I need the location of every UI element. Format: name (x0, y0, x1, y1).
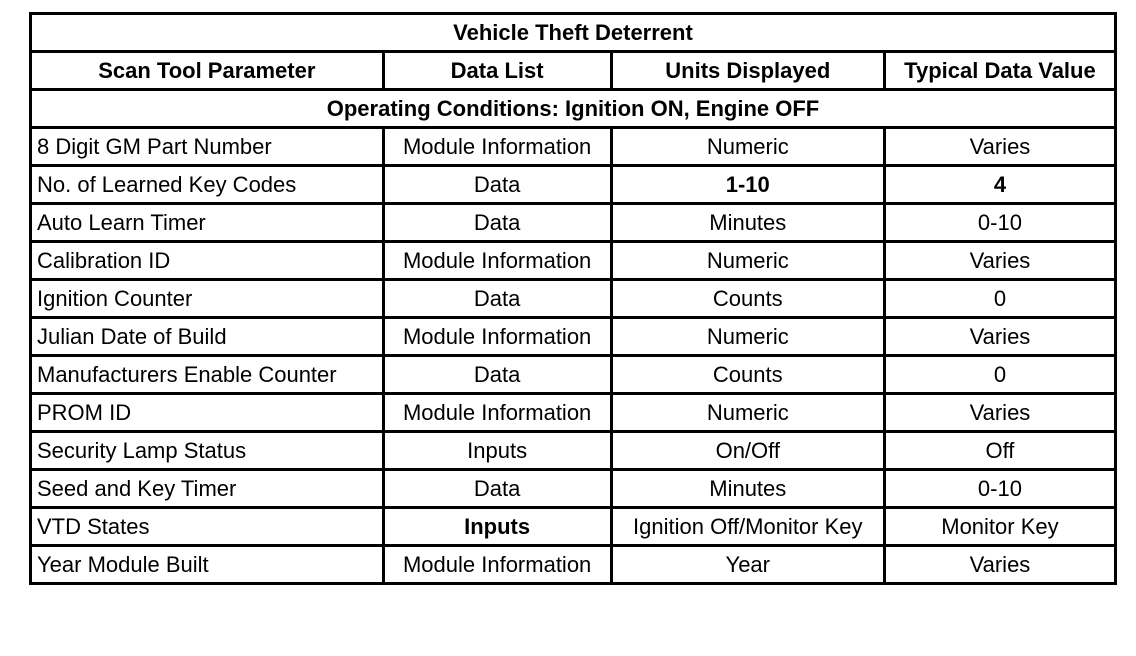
cell-typical-value: 0 (884, 280, 1115, 318)
cell-data-list: Data (383, 470, 611, 508)
conditions-row (31, 90, 1116, 128)
cell-units: Counts (611, 280, 884, 318)
table-row (31, 546, 1116, 584)
cell-units: Minutes (611, 470, 884, 508)
cell-data-list: Inputs (383, 432, 611, 470)
header-units-displayed: Units Displayed (611, 52, 884, 90)
cell-typical-value: Off (884, 432, 1115, 470)
cell-data-list: Module Information (383, 394, 611, 432)
cell-parameter: Seed and Key Timer (31, 470, 384, 508)
cell-typical-value: 4 (884, 166, 1115, 204)
table-row (31, 204, 1116, 242)
operating-conditions: Operating Conditions: Ignition ON, Engine OFF (31, 90, 1116, 128)
cell-units: Counts (611, 356, 884, 394)
cell-data-list: Data (383, 166, 611, 204)
cell-typical-value: Varies (884, 546, 1115, 584)
cell-typical-value: Varies (884, 128, 1115, 166)
title-row (31, 14, 1116, 52)
header-data-list: Data List (383, 52, 611, 90)
cell-data-list: Module Information (383, 128, 611, 166)
header-scan-tool-parameter: Scan Tool Parameter (31, 52, 384, 90)
cell-parameter: Year Module Built (31, 546, 384, 584)
cell-typical-value: 0-10 (884, 204, 1115, 242)
table-row (31, 432, 1116, 470)
cell-parameter: Security Lamp Status (31, 432, 384, 470)
cell-data-list: Module Information (383, 546, 611, 584)
cell-typical-value: 0 (884, 356, 1115, 394)
cell-typical-value: Varies (884, 394, 1115, 432)
cell-units: Numeric (611, 318, 884, 356)
table-row (31, 280, 1116, 318)
table-row (31, 242, 1116, 280)
cell-typical-value: Varies (884, 318, 1115, 356)
table-row (31, 318, 1116, 356)
cell-parameter: Calibration ID (31, 242, 384, 280)
cell-units: Ignition Off/Monitor Key (611, 508, 884, 546)
cell-parameter: VTD States (31, 508, 384, 546)
table-body (31, 128, 1116, 584)
cell-data-list: Data (383, 280, 611, 318)
cell-parameter: PROM ID (31, 394, 384, 432)
cell-units: Numeric (611, 394, 884, 432)
cell-data-list: Module Information (383, 318, 611, 356)
cell-parameter: Julian Date of Build (31, 318, 384, 356)
cell-parameter: Ignition Counter (31, 280, 384, 318)
cell-typical-value: Monitor Key (884, 508, 1115, 546)
cell-units: Minutes (611, 204, 884, 242)
cell-units: 1-10 (611, 166, 884, 204)
cell-data-list: Inputs (383, 508, 611, 546)
cell-units: Numeric (611, 242, 884, 280)
cell-units: On/Off (611, 432, 884, 470)
table-row (31, 166, 1116, 204)
cell-data-list: Data (383, 356, 611, 394)
cell-units: Year (611, 546, 884, 584)
table-row (31, 128, 1116, 166)
cell-data-list: Data (383, 204, 611, 242)
table-row (31, 470, 1116, 508)
cell-parameter: Auto Learn Timer (31, 204, 384, 242)
table-row (31, 508, 1116, 546)
header-typical-data-value: Typical Data Value (884, 52, 1115, 90)
cell-parameter: 8 Digit GM Part Number (31, 128, 384, 166)
table-row (31, 356, 1116, 394)
cell-typical-value: Varies (884, 242, 1115, 280)
cell-typical-value: 0-10 (884, 470, 1115, 508)
cell-parameter: Manufacturers Enable Counter (31, 356, 384, 394)
cell-units: Numeric (611, 128, 884, 166)
cell-data-list: Module Information (383, 242, 611, 280)
header-row (31, 52, 1116, 90)
table-row (31, 394, 1116, 432)
table-title: Vehicle Theft Deterrent (31, 14, 1116, 52)
cell-parameter: No. of Learned Key Codes (31, 166, 384, 204)
vtd-data-table (29, 12, 1117, 585)
